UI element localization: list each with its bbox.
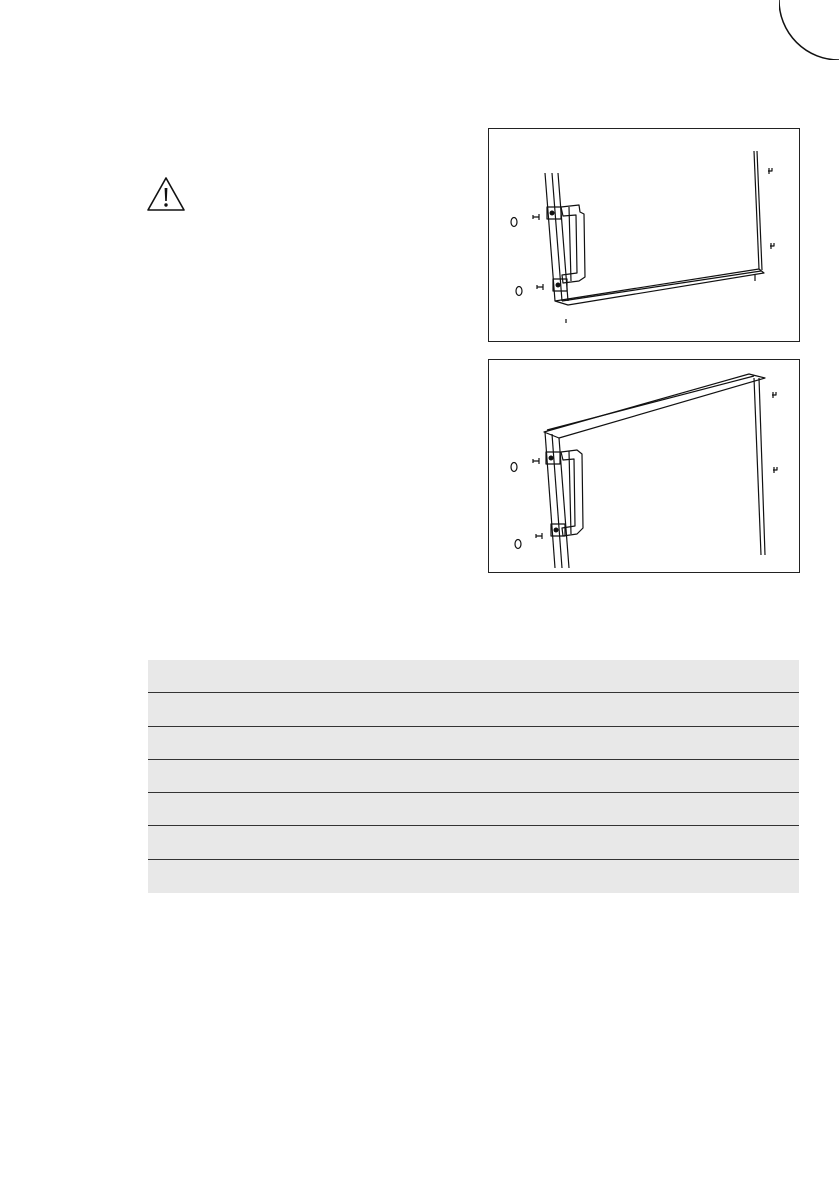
table-row <box>148 826 799 859</box>
table-row <box>148 660 799 693</box>
table-row <box>148 693 799 726</box>
warning-triangle-icon <box>146 176 186 212</box>
table-row <box>148 860 799 893</box>
specification-table <box>148 660 799 893</box>
table-row <box>148 727 799 760</box>
table-row <box>148 793 799 826</box>
door-handle-lower-figure <box>488 128 800 342</box>
door-handle-upper-figure <box>488 359 800 573</box>
page-corner-mark <box>779 0 839 60</box>
table-row <box>148 760 799 793</box>
